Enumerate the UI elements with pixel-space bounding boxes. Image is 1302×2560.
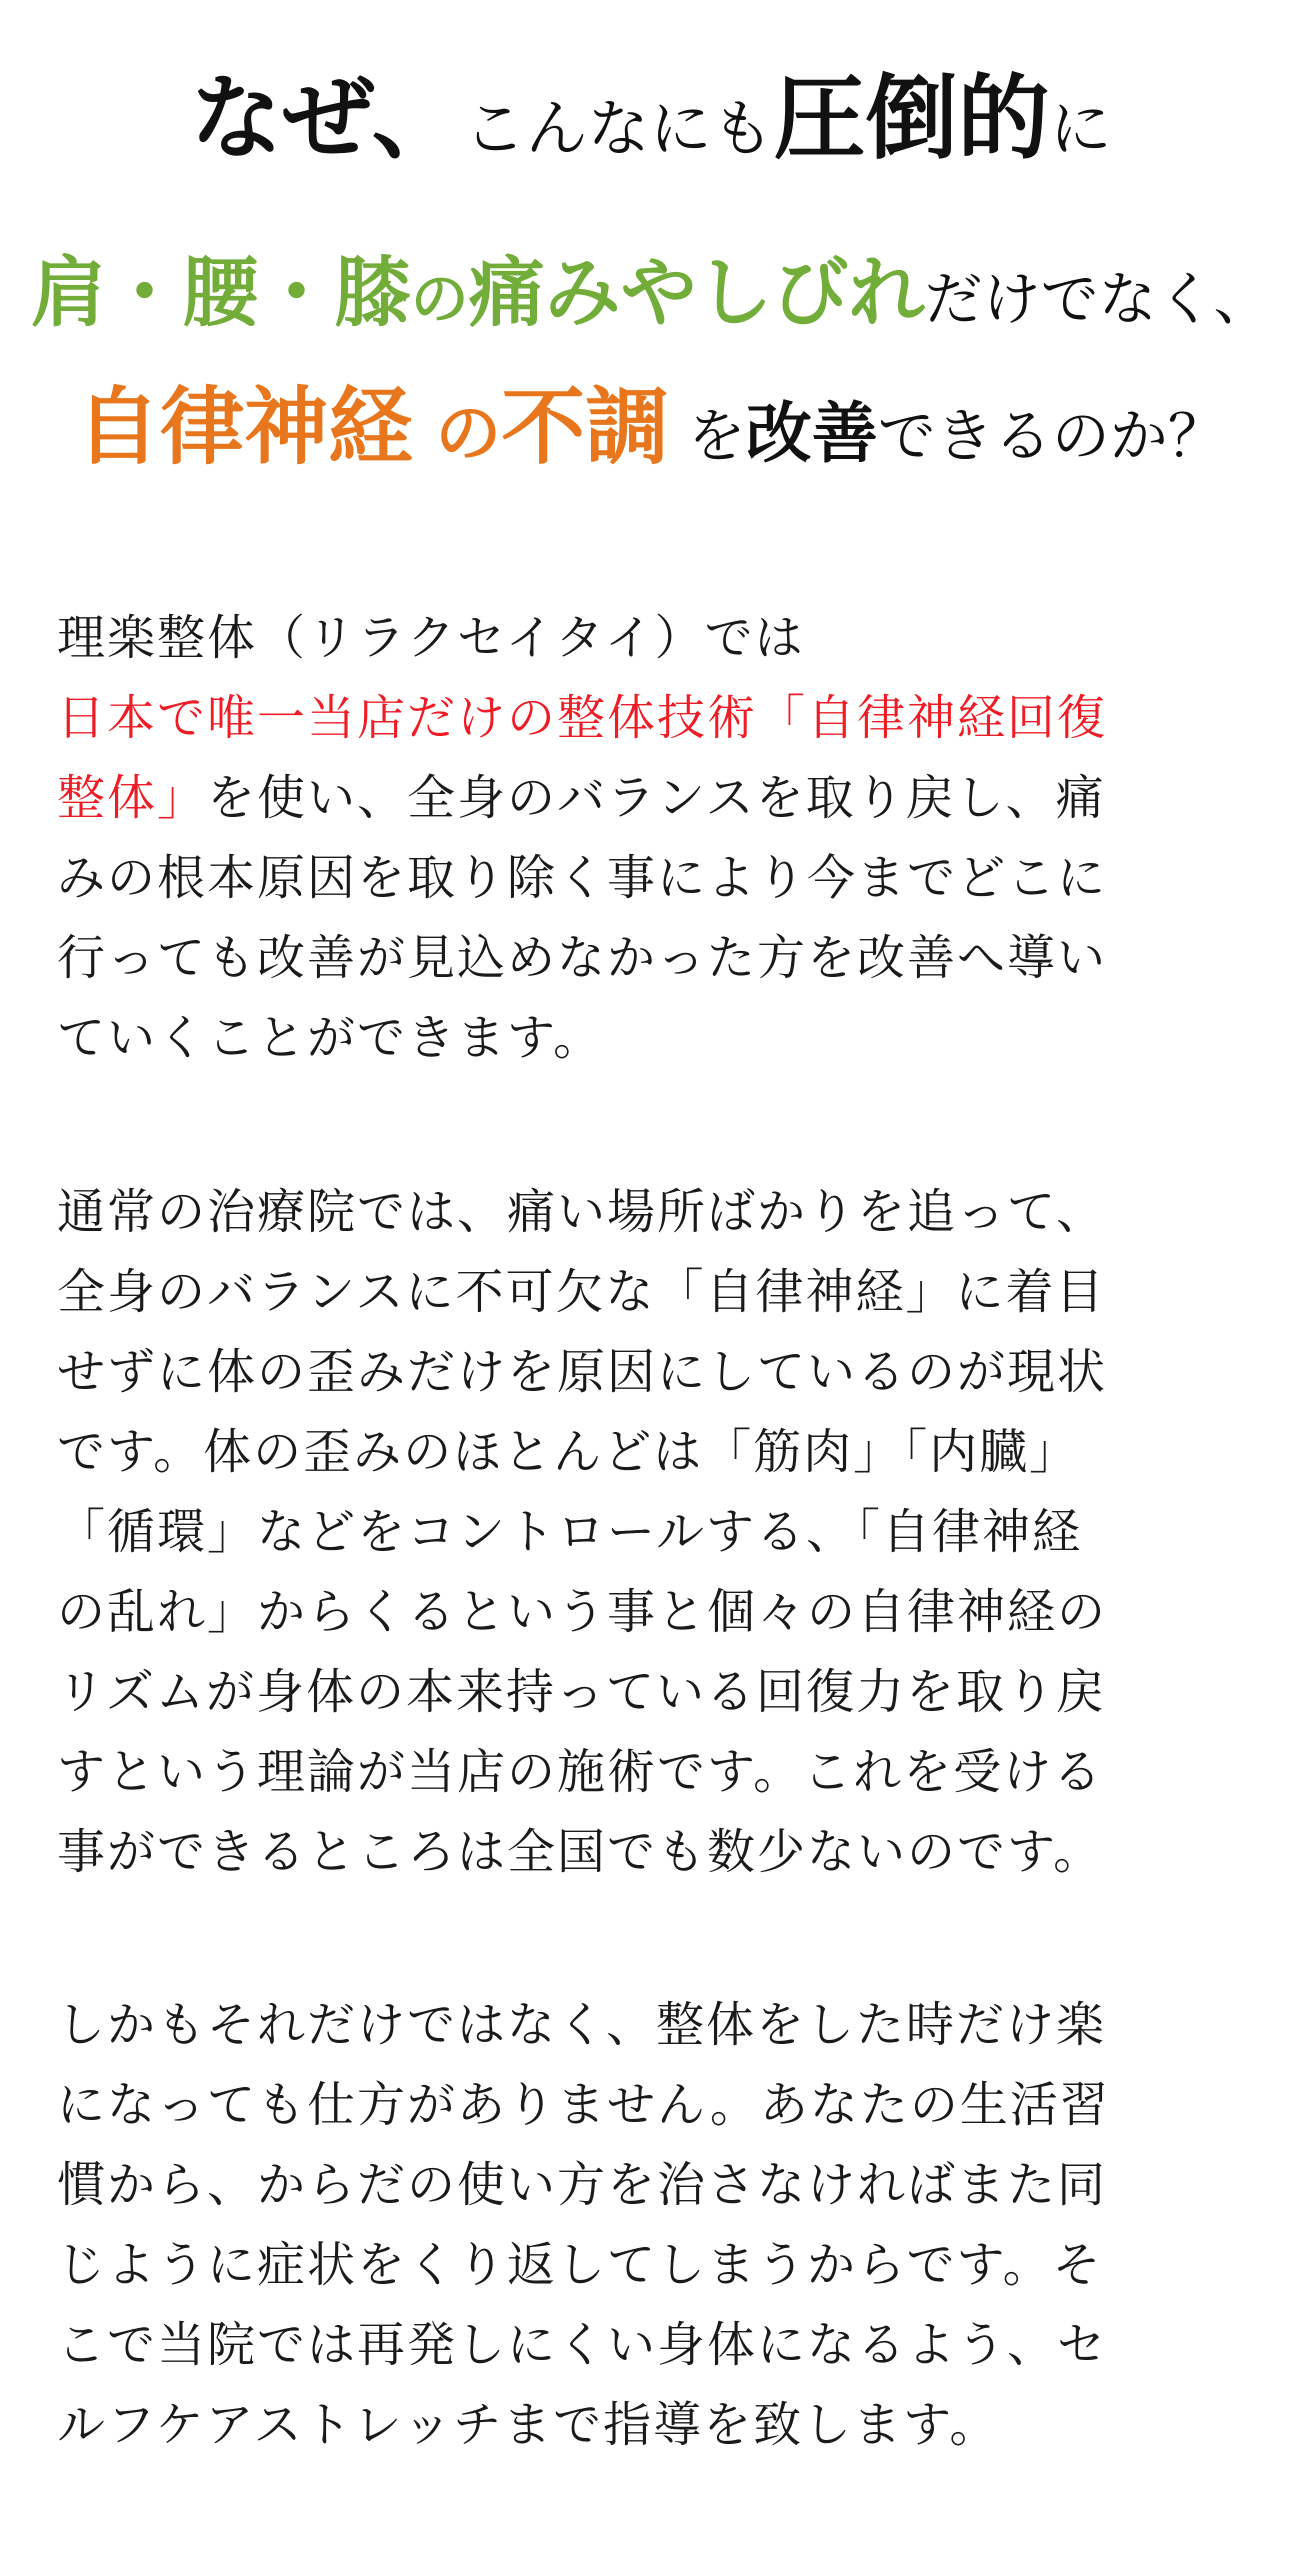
headline-wo: を: [669, 402, 746, 470]
headline-no: の: [410, 265, 469, 333]
paragraph-line: ルフケアストレッチまで指導を致します。: [57, 2397, 1000, 2453]
paragraph-line: 理楽整体（リラクセイタイ）では: [57, 610, 805, 666]
headline-no-2: の: [412, 394, 502, 472]
paragraph-line: になっても仕方がありません。あなたの生活習: [57, 2077, 1110, 2133]
paragraph-line: 事ができるところは全国でも数少ないのです。: [57, 1824, 1104, 1880]
headline-autonomic: 自律神経: [76, 377, 413, 476]
paragraph-line: リズムが身体の本来持っている回復力を取り戻: [57, 1664, 1107, 1720]
headline-ni: に: [1049, 92, 1112, 165]
headline-dakedenaku: だけでなく、: [924, 265, 1272, 333]
headline-disorder: 不調: [501, 377, 670, 476]
headline-line-1: [0, 64, 1302, 172]
paragraph-line: [57, 758, 1257, 838]
headline-attouteki: 圧倒的: [773, 64, 1050, 172]
highlight-text: 整体」: [57, 770, 208, 826]
headline-symptoms: 肩・腰・膝: [30, 248, 411, 337]
paragraph-line: です。体の歪みのほとんどは「筋肉」「内臓」: [57, 1424, 1080, 1480]
paragraph-line: の乱れ」からくるという事と個々の自律神経の: [57, 1584, 1108, 1640]
paragraph-text: を使い、全身のバランスを取り戻し、痛: [207, 770, 1106, 826]
paragraph-line: じように症状をくり返してしまうからです。そ: [57, 2237, 1103, 2293]
paragraph-line: ていくことができます。: [57, 1010, 604, 1066]
paragraph-line: 全身のバランスに不可欠な「自律神経」に着目: [57, 1264, 1106, 1320]
headline-kaizen: 改善: [745, 394, 878, 472]
paragraph-line: せずに体の歪みだけを原因にしているのが現状: [57, 1344, 1108, 1400]
paragraph-intro: [57, 598, 1257, 1078]
paragraph-selfcare: [57, 1985, 1257, 2465]
headline-line-2: [0, 248, 1302, 337]
paragraph-line: 慣から、からだの使い方を治さなければまた同: [57, 2157, 1108, 2213]
paragraph-line: すという理論が当店の施術です。これを受ける: [57, 1744, 1104, 1800]
paragraph-line: 通常の治療院では、痛い場所ばかりを追って、: [57, 1184, 1107, 1240]
paragraph-comparison: [57, 1172, 1257, 1892]
paragraph-line: みの根本原因を取り除く事により今までどこに: [57, 850, 1108, 906]
headline-dekirunoka: できるのか？: [877, 402, 1226, 470]
paragraph-line: 「循環」などをコントロールする、「自律神経: [57, 1504, 1083, 1560]
paragraph-line-highlight: 日本で唯一当店だけの整体技術「自律神経回復: [57, 690, 1108, 746]
paragraph-line: しかもそれだけではなく、整体をした時だけ楽: [57, 1997, 1107, 2053]
headline-konnanimo: こんなにも: [463, 92, 774, 165]
paragraph-line: 行っても改善が見込めなかった方を改善へ導い: [57, 930, 1108, 986]
headline-pain: 痛みやしびれ: [468, 248, 925, 337]
headline-line-3: [0, 377, 1302, 476]
paragraph-line: こで当院では再発しにくい身体になるよう、セ: [57, 2317, 1108, 2373]
headline-naze: なぜ、: [190, 64, 464, 172]
